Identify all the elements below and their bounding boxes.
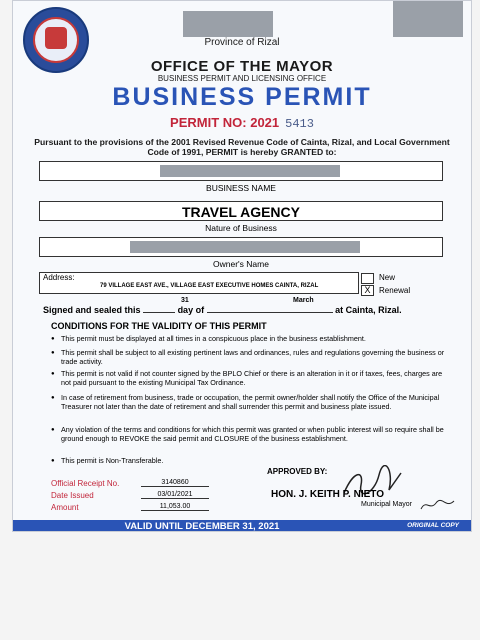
redacted-business-name (160, 165, 340, 177)
condition-item: ● Any violation of the terms and conditions for which this permit was granted or when public interest will so require shall be ground enough to REVOKE the said permit and CLOSURE of the business establishment. (51, 426, 451, 443)
mayor-title: Municipal Mayor (361, 501, 412, 508)
signed-day-of: day of (177, 305, 205, 315)
owner-label: Owner's Name (213, 259, 269, 269)
address-box (39, 272, 359, 294)
business-name-label: BUSINESS NAME (206, 183, 276, 193)
owner-box (39, 237, 443, 257)
redacted-corner (393, 1, 463, 37)
condition-item: ● This permit shall be subject to all existing pertinent laws and ordinances, rules and regulations governing the business or trade activity. (51, 349, 451, 366)
province-text: Province of Rizal (204, 37, 280, 48)
signed-suffix: at Cainta, Rizal. (335, 305, 402, 315)
address-label: Address: (43, 273, 75, 282)
business-name-box (39, 161, 443, 181)
nature-box (39, 201, 443, 221)
signed-line (43, 297, 463, 315)
signed-month: March (293, 297, 314, 304)
or-label: Official Receipt No. (51, 479, 120, 488)
amount-label: Amount (51, 503, 79, 512)
permit-title: BUSINESS PERMIT (112, 83, 372, 111)
initials-signature-icon (418, 495, 458, 515)
nature-value: TRAVEL AGENCY (182, 204, 300, 220)
renewal-checkbox: X (361, 285, 374, 296)
permit-number-label: PERMIT NO: 2021 (170, 115, 280, 130)
signed-day: 31 (181, 297, 189, 304)
valid-until: VALID UNTIL DECEMBER 31, 2021 (124, 521, 280, 532)
date-value: 03/01/2021 (141, 491, 209, 499)
or-value: 3140860 (141, 479, 209, 487)
new-label: New (379, 273, 396, 282)
redacted-owner-name (130, 241, 360, 253)
business-permit-document (12, 0, 472, 532)
mayor-name: HON. J. KEITH P. NIETO (271, 489, 384, 500)
condition-item: ● This permit is Non-Transferable. (51, 457, 451, 466)
date-label: Date Issued (51, 491, 94, 500)
office-title: OFFICE OF THE MAYOR (150, 58, 334, 75)
permit-number-value: 5413 (285, 117, 314, 131)
condition-item: ● This permit is not valid if not counter signed by the BPLO Chief or there is an alteration in it or if taxes, fees, charges are not paid pursuant to the existing Municipal Tax Ordinance. (51, 370, 451, 387)
address-value: 79 VILLAGE EAST AVE., VILLAGE EAST EXECUTIVE HOMES CAINTA, RIZAL (100, 283, 319, 289)
new-checkbox (361, 273, 374, 284)
amount-value: 11,053.00 (141, 503, 209, 511)
department-title: BUSINESS PERMIT AND LICENSING OFFICE (157, 74, 327, 83)
redacted-header (183, 11, 273, 37)
condition-item: ● In case of retirement from business, trade or occupation, the permit owner/holder shall notify the Office of the Municipal Treasurer not later than the date of retirement and shall surrender this permit and business plate issued. (51, 394, 451, 411)
pursuant-text: Pursuant to the provisions of the 2001 Revised Revenue Code of Cainta, Rizal, and Local Government Code of 1991, PERMIT is hereby GRANTED to: (34, 137, 450, 157)
original-copy-label: ORIGINAL COPY (407, 522, 459, 529)
validity-bar (13, 520, 471, 532)
nature-label: Nature of Business (205, 223, 277, 233)
conditions-title: CONDITIONS FOR THE VALIDITY OF THIS PERMIT (51, 321, 267, 331)
approved-by-label: APPROVED BY: (267, 467, 328, 476)
permit-number (13, 115, 471, 131)
renewal-label: Renewal (379, 286, 411, 295)
signed-prefix: Signed and sealed this (43, 305, 141, 315)
condition-item: ● This permit must be displayed at all times in a conspicuous place in the business establishment. (51, 335, 451, 344)
